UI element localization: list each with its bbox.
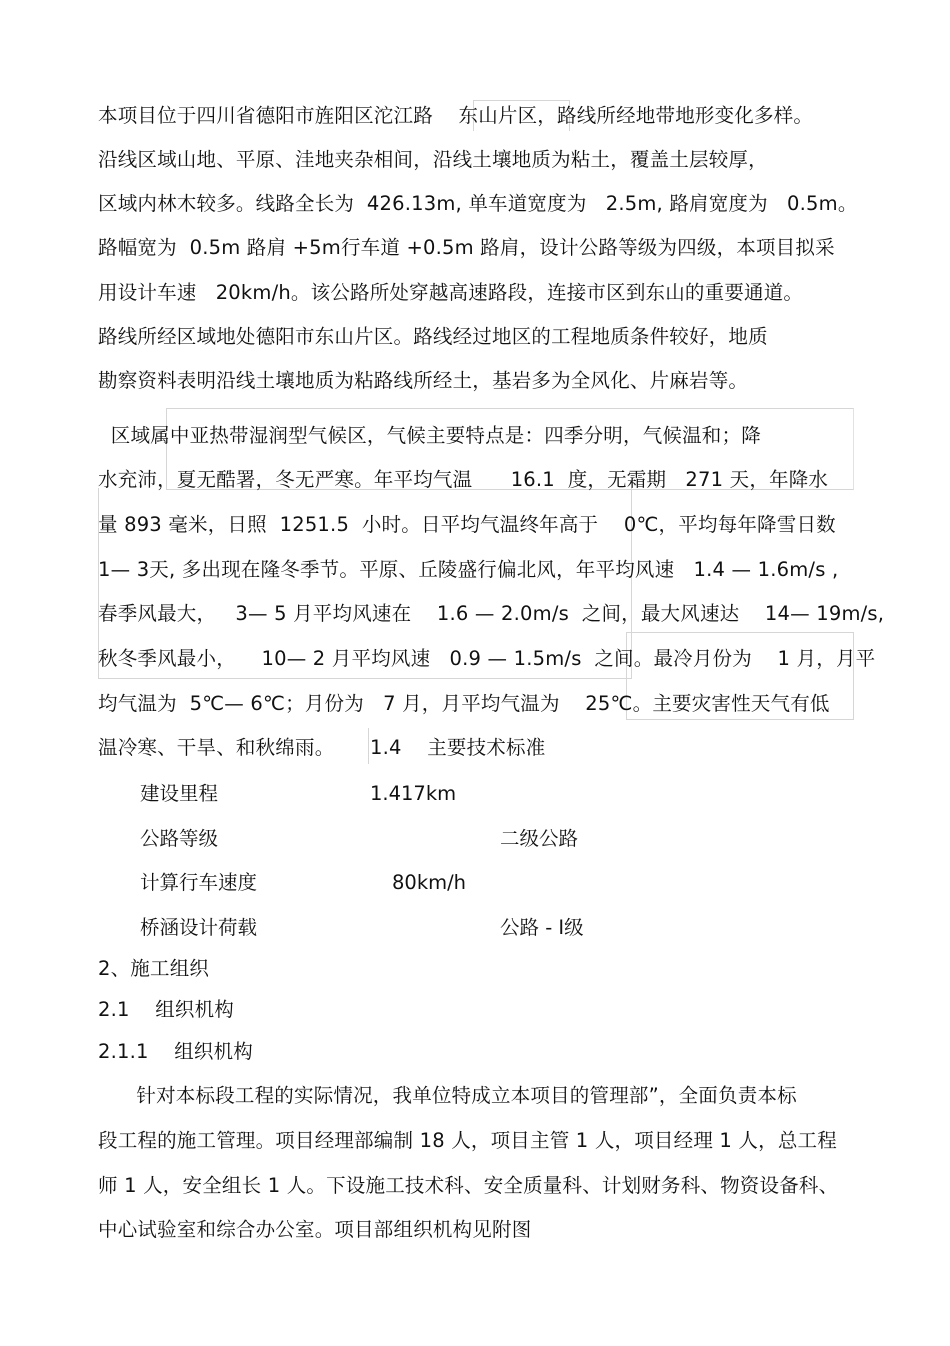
standard-label: 公路等级	[140, 827, 219, 850]
text-line: 区域属中亚热带湿润型气候区，气候主要特点是：四季分明，气候温和；降	[98, 424, 761, 447]
text-line: 均气温为 5℃— 6℃；月份为 7 月，月平均气温为 25℃。主要灾害性天气有低	[98, 692, 830, 715]
standard-value: 1.417km	[370, 782, 457, 805]
text-line: 针对本标段工程的实际情况，我单位特成立本项目的管理部”，全面负责本标	[98, 1084, 797, 1107]
text-line: 水充沛，夏无酷署，冬无严寒。年平均气温 16.1 度，无霜期 271 天，年降水	[98, 468, 829, 491]
text-line: 秋冬季风最小， 10— 2 月平均风速 0.9 — 1.5m/s 之间。最冷月份为 1 月，月平	[98, 647, 876, 670]
standard-label: 桥涵设计荷载	[140, 916, 258, 939]
text-line: 路线所经区域地处德阳市东山片区。路线经过地区的工程地质条件较好，地质	[98, 325, 768, 348]
text-line: 沿线区域山地、平原、洼地夹杂相间，沿线土壤地质为粘土，覆盖土层较厚，	[98, 148, 768, 171]
section-heading-2-1-1: 2.1.1 组织机构	[98, 1040, 254, 1063]
text-line: 温冷寒、干旱、和秋绵雨。	[98, 736, 335, 759]
section-heading-2: 2、施工组织	[98, 957, 210, 980]
standard-value: 80km/h	[392, 871, 467, 894]
standard-label: 建设里程	[140, 782, 219, 805]
text-line: 区域内林木较多。线路全长为 426.13m, 单车道宽度为 2.5m, 路肩宽度为 0.5m。	[98, 192, 858, 215]
section-heading-2-1: 2.1 组织机构	[98, 998, 235, 1021]
text-line: 段工程的施工管理。项目经理部编制 18 人，项目主管 1 人，项目经理 1 人，总工程	[98, 1129, 837, 1152]
text-line: 师 1 人，安全组长 1 人。下设施工技术科、安全质量科、计划财务科、物资设备科、	[98, 1174, 839, 1197]
text-line: 春季风最大， 3— 5 月平均风速在 1.6 — 2.0m/s 之间，最大风速达 14— 19m/s,	[98, 602, 885, 625]
standard-value: 二级公路	[500, 827, 579, 850]
standard-value: 公路 - Ⅰ级	[500, 916, 584, 939]
text-line: 勘察资料表明沿线土壤地质为粘路线所经土，基岩多为全风化、片麻岩等。	[98, 369, 749, 392]
text-line: 用设计车速 20km/h。该公路所处穿越高速路段，连接市区到东山的重要通道。	[98, 281, 804, 304]
text-line: 量 893 毫米，日照 1251.5 小时。日平均气温终年高于 0℃，平均每年降雪日数	[98, 513, 836, 536]
text-line: 路幅宽为 0.5m 路肩 +5m行车道 +0.5m 路肩，设计公路等级为四级，本项目拟采	[98, 236, 835, 259]
border-frame-section-1-4	[368, 728, 369, 764]
text-line: 1— 3天, 多出现在隆冬季节。平原、丘陵盛行偏北风，年平均风速 1.4 — 1.6m/s ,	[98, 558, 839, 581]
standard-label: 计算行车速度	[140, 871, 258, 894]
section-heading-1-4: 1.4 主要技术标准	[370, 736, 546, 759]
text-line: 中心试验室和综合办公室。项目部组织机构见附图	[98, 1218, 532, 1241]
text-line: 本项目位于四川省德阳市旌阳区沱江路 东山片区，路线所经地带地形变化多样。	[98, 104, 814, 127]
